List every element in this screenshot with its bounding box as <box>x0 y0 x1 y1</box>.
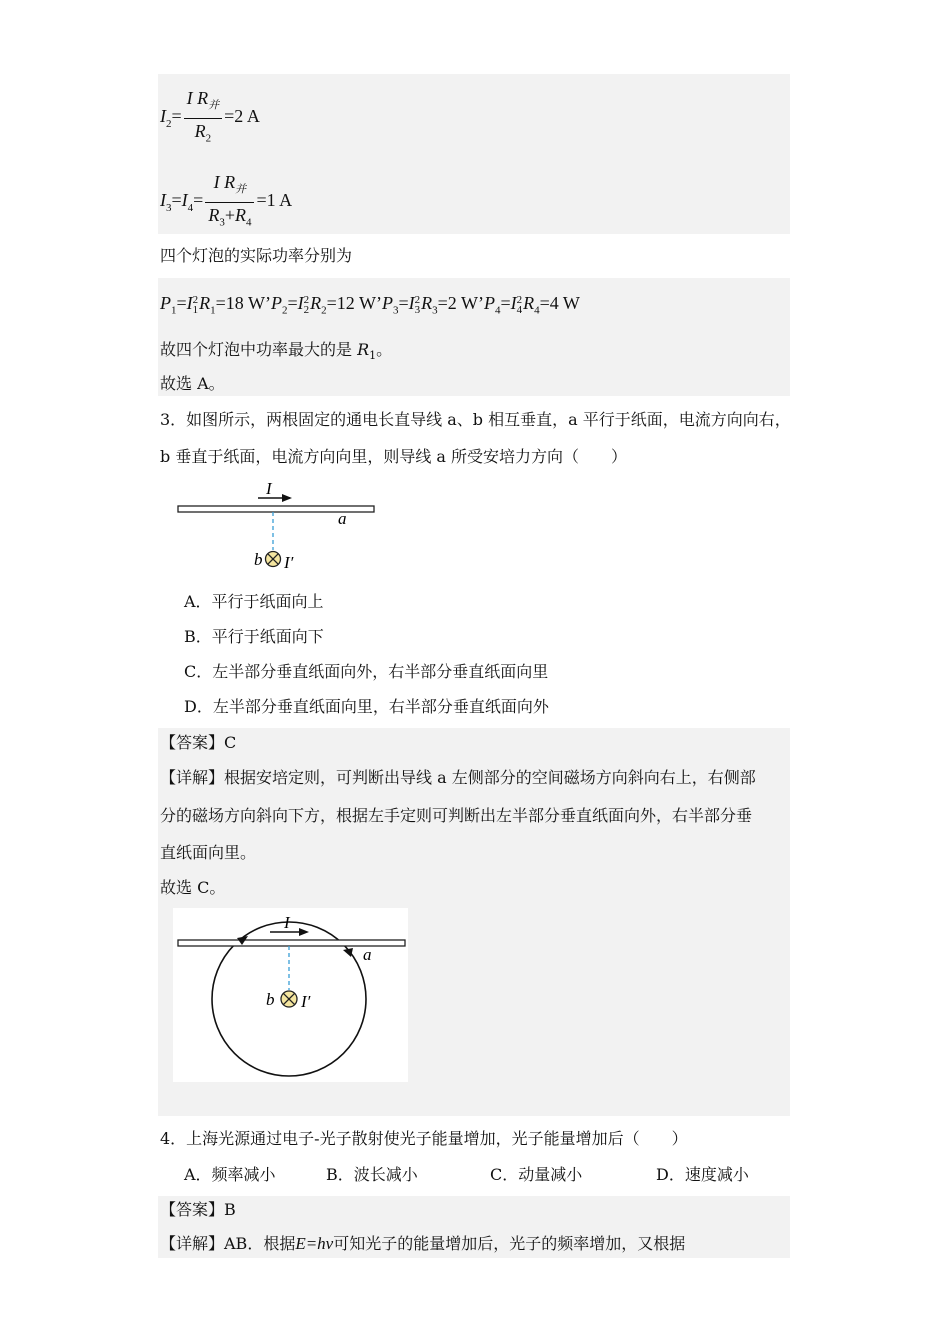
choose-a-text: 故选 A。 <box>160 374 225 393</box>
power-formulas <box>160 290 580 324</box>
wire-b-label: b <box>254 550 263 569</box>
power-separator: ’ <box>477 293 484 313</box>
q4-stem: 4．上海光源通过电子-光子散射使光子能量增加，光子能量增加后（ ） <box>160 1129 688 1148</box>
q3-choose: 故选 C。 <box>160 878 226 897</box>
current-b-label: I′ <box>284 553 294 572</box>
power-separator: ’ <box>264 293 271 313</box>
power-formula: $P_1=I$ 2 1 $R_1=18$ W <box>160 293 265 317</box>
q3-option-c[interactable]: C．左半部分垂直纸面向外，右半部分垂直纸面向里 <box>184 662 549 681</box>
q4-option-a[interactable]: A．频率减小 <box>184 1165 276 1184</box>
q4-option-c[interactable]: C．动量减小 <box>490 1165 583 1184</box>
power-intro-text: 四个灯泡的实际功率分别为 <box>160 246 353 265</box>
formula-i3-i4: $I_3=I_4=$ $\frac{I R_并}{R_3+R_4}$ =1 A <box>160 170 292 234</box>
q3-figure-wires <box>170 478 390 578</box>
current-b-label: I′ <box>301 992 311 1011</box>
wire-a-label: a <box>338 509 347 528</box>
q4-answer: 【答案】B <box>160 1200 236 1219</box>
power-formula: $P_3=I$ 2 3 $R_3=2$ W <box>381 293 478 317</box>
q3-stem-line2: b 垂直于纸面，电流方向向里，则导线 a 所受安培力方向（ ） <box>160 447 628 466</box>
q3-stem-line1: 3．如图所示，两根固定的通电长直导线 a、b 相互垂直，a 平行于纸面，电流方向向右， <box>160 410 791 429</box>
fraction: $\frac{I R_并}{R_2}$ <box>184 86 223 150</box>
current-arrow-head <box>282 494 292 502</box>
power-formula: $P_4=I$ 2 4 $R_4=4$ W <box>483 293 580 317</box>
q4-option-b[interactable]: B．波长减小 <box>326 1165 418 1184</box>
q4-option-d[interactable]: D．速度减小 <box>656 1165 749 1184</box>
q3-option-b[interactable]: B．平行于纸面向下 <box>184 627 324 646</box>
fraction: $\frac{I R_并}{R_3+R_4}$ <box>205 170 254 234</box>
q3-figure-field-circle <box>173 908 408 1082</box>
q3-answer: 【答案】C <box>160 733 237 752</box>
power-conclusion: 故四个灯泡中功率最大的是 $R_1$。 <box>160 340 393 363</box>
formula-i2: $I_2=$ $\frac{I R_并}{R_2}$ =2 A <box>160 86 260 150</box>
wire-a-label: a <box>363 945 372 964</box>
q3-detail-line3: 直纸面向里。 <box>160 843 257 862</box>
wire-b-label: b <box>266 990 275 1009</box>
q3-option-d[interactable]: D．左半部分垂直纸面向里，右半部分垂直纸面向外 <box>184 697 549 716</box>
energy-formula: E=hν <box>295 1234 334 1253</box>
q3-option-a[interactable]: A．平行于纸面向上 <box>184 592 324 611</box>
q3-detail-line1: 【详解】根据安培定则，可判断出导线 a 左侧部分的空间磁场方向斜向右上，右侧部 <box>160 768 756 787</box>
current-label: I <box>284 913 290 932</box>
current-label: I <box>266 479 272 498</box>
power-separator: ’ <box>375 293 382 313</box>
q3-detail-line2: 分的磁场方向斜向下方，根据左手定则可判断出左半部分垂直纸面向外，右半部分垂 <box>160 806 753 825</box>
q4-detail: 【详解】AB．根据E=hν可知光子的能量增加后，光子的频率增加，又根据 <box>160 1234 686 1253</box>
power-formula: $P_2=I$ 2 2 $R_2=12$ W <box>270 293 376 317</box>
